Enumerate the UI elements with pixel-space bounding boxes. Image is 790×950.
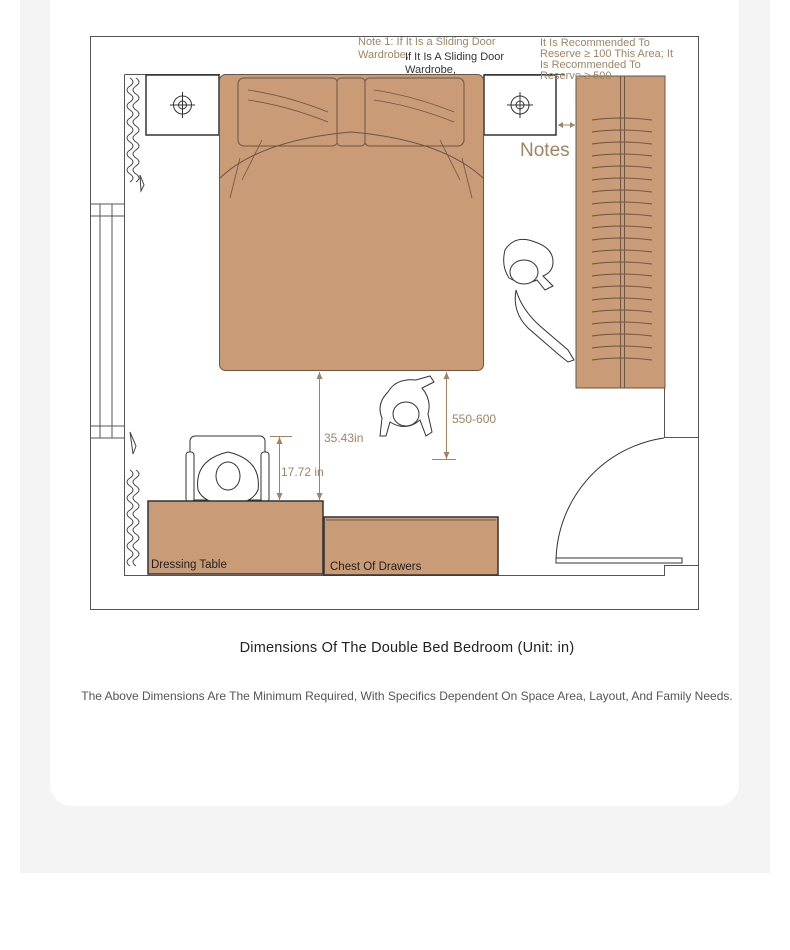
diagram-title: Dimensions Of The Double Bed Bedroom (Unit: in) <box>239 640 575 656</box>
note-overlay-line: Wardrobe, <box>405 64 456 76</box>
notes-label: Notes <box>520 140 570 161</box>
double-bed <box>220 75 484 371</box>
dimension-label-walkway: 550-600 <box>452 412 497 426</box>
window <box>91 204 125 438</box>
note-1-line: Note 1: If It Is a Sliding Door <box>358 36 496 48</box>
note-overlay-line: If It Is A Sliding Door <box>405 51 505 63</box>
chest-of-drawers-label: Chest Of Drawers <box>330 561 422 573</box>
note-2-line: Is Recommended To <box>540 59 641 71</box>
note-2-line: Reserve ≥ 100 This Area; It <box>540 48 674 60</box>
diagram-subtitle: The Above Dimensions Are The Minimum Required, With Specifics Dependent On Space Area, Layout, And Family Needs. <box>81 689 733 703</box>
nightstand-left <box>146 75 219 135</box>
dimension-label-chair: 17.72 in <box>281 465 324 479</box>
note-2-line: Reserve ≥ 500 <box>540 70 612 82</box>
nightstand-right <box>484 75 556 135</box>
note-2-line: It Is Recommended To <box>540 37 650 49</box>
wardrobe <box>576 76 665 388</box>
dimension-label-bed-desk: 35.43in <box>324 431 364 445</box>
dressing-table-label: Dressing Table <box>151 559 227 571</box>
note-1-line: Wardrobe, <box>358 49 409 61</box>
